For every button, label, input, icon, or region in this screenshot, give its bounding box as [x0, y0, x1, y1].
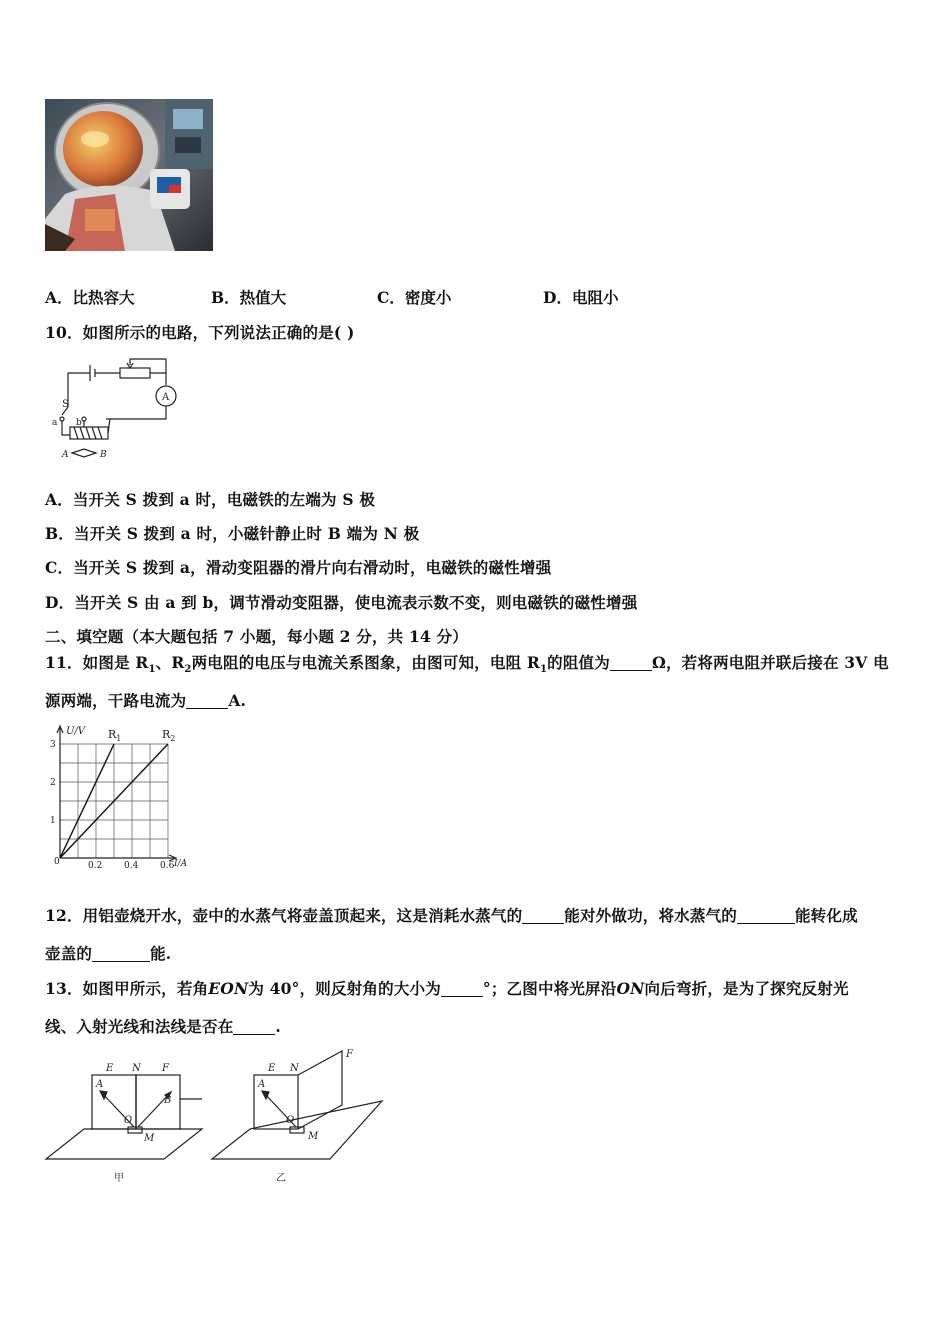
yi-label-e: E: [268, 1063, 276, 1074]
q11-line2: 源两端，干路电流为 A.: [45, 691, 247, 710]
q11-line1: 11．如图是 $R_1$、$R_2$两电阻的电压与电流关系图象，由图可知，电阻 $R_1$的阻值为 Ω，若将两电阻并联后接在 3V 电: [45, 653, 889, 676]
q10-label-b: b: [76, 418, 82, 428]
q13-figure-jia: [44, 1055, 209, 1194]
q12-line1: 12．用铝壶烧开水，壶中的水蒸气将壶盖顶起来，这是消耗水蒸气的 能对外做功，将水蒸气的 能转化成: [45, 906, 858, 925]
yi-label-m: M: [308, 1131, 319, 1142]
jia-label-f: F: [162, 1063, 169, 1074]
q9-option-b: B．热值大: [211, 288, 287, 307]
yi-label-n: N: [290, 1063, 299, 1074]
q10-stem: 10．如图所示的电路，下列说法正确的是( ): [45, 323, 355, 342]
q11-ui-chart: [44, 722, 204, 876]
q11-blank-resistance[interactable]: [610, 655, 652, 672]
q13-blank-plane[interactable]: [233, 1019, 275, 1036]
chart-ylabel: U/V: [66, 726, 86, 737]
chart-origin-label: 0: [54, 857, 60, 867]
q10-option-d: D．当开关 S 由 a 到 b，调节滑动变阻器，使电流表示数不变，则电磁铁的磁性增强: [45, 593, 638, 612]
q10-label-a: a: [52, 418, 58, 428]
q10-label-left: A: [62, 450, 69, 460]
q10-label-ammeter: A: [162, 392, 170, 403]
jia-label-e: E: [106, 1063, 114, 1074]
q10-option-a: A．当开关 S 拨到 a 时，电磁铁的左端为 S 极: [45, 490, 376, 509]
x-tick-label: 0.6: [160, 861, 175, 871]
section-heading: 二、填空题（本大题包括 7 小题，每小题 2 分，共 14 分）: [45, 627, 468, 646]
x-tick-label: 0.4: [124, 861, 139, 871]
q11-blank-current[interactable]: [186, 693, 228, 710]
q13-line2: 线、入射光线和法线是否在 .: [45, 1017, 282, 1036]
yi-caption: 乙: [276, 1173, 286, 1184]
q12-line2: 壶盖的 能.: [45, 944, 172, 963]
q9-option-d: D．电阻小: [543, 288, 619, 307]
jia-label-m: M: [144, 1133, 155, 1144]
chart-r2-label: $R_2$: [162, 728, 176, 743]
q10-option-b: B．当开关 S 拨到 a 时，小磁针静止时 B 端为 N 极: [45, 524, 420, 543]
q12-blank-2[interactable]: [737, 908, 795, 925]
q12-blank-1[interactable]: [522, 908, 564, 925]
q9-option-c: C．密度小: [377, 288, 452, 307]
q13-blank-angle[interactable]: [441, 981, 483, 998]
q13-figure-yi: [210, 1045, 390, 1194]
yi-label-o: O: [286, 1115, 295, 1126]
q10-circuit-diagram: [48, 355, 188, 469]
yi-label-f: F: [346, 1049, 353, 1060]
y-tick-label: 3: [50, 740, 56, 750]
q10-label-switch: S: [62, 399, 69, 410]
astronaut-photo: [45, 99, 213, 251]
jia-label-n: N: [132, 1063, 141, 1074]
yi-label-a: A: [258, 1079, 266, 1090]
jia-label-b: B: [164, 1095, 172, 1106]
jia-caption: 甲: [114, 1173, 124, 1184]
y-tick-label: 1: [50, 816, 56, 826]
q9-option-a: A．比热容大: [45, 288, 135, 307]
jia-label-a: A: [96, 1079, 104, 1090]
y-tick-label: 2: [50, 778, 56, 788]
chart-r1-label: $R_1$: [108, 728, 122, 743]
q12-blank-3[interactable]: [92, 946, 150, 963]
x-tick-label: 0.2: [88, 861, 103, 871]
q10-label-right: B: [100, 450, 107, 460]
jia-label-o: O: [124, 1115, 133, 1126]
q13-line1: 13．如图甲所示，若角EON为 40°，则反射角的大小为 °；乙图中将光屏沿ON向后弯折，是为了探究反射光: [45, 979, 849, 998]
chart-axes: [57, 726, 176, 861]
chart-xlabel: I/A: [174, 859, 188, 869]
q10-option-c: C．当开关 S 拨到 a，滑动变阻器的滑片向右滑动时，电磁铁的磁性增强: [45, 558, 552, 577]
